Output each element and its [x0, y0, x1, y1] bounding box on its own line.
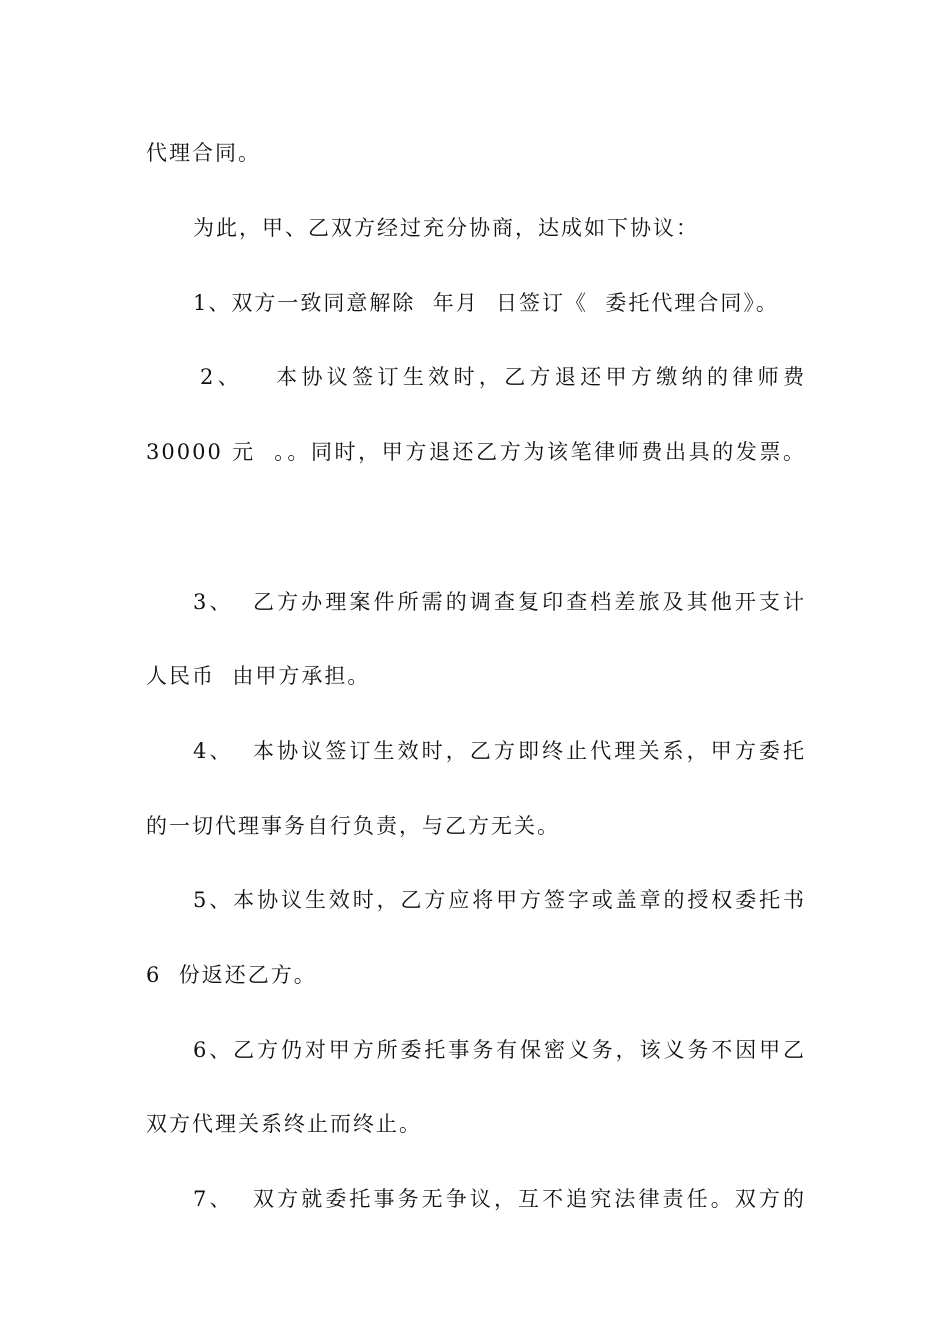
paragraph-line: 4、 本协议签订生效时，乙方即终止代理关系，甲方委托 [193, 739, 806, 763]
paragraph-line: 6、乙方仍对甲方所委托事务有保密义务，该义务不因甲乙 [193, 1038, 806, 1062]
paragraph-line: 30000 元 。。同时，甲方退还乙方为该笔律师费出具的发票。 [146, 440, 806, 464]
paragraph-line: 人民币 由甲方承担。 [146, 664, 371, 688]
paragraph-line: 2、 本协议签订生效时，乙方退还甲方缴纳的律师费 [200, 365, 806, 389]
paragraph-line: 7、 双方就委托事务无争议，互不追究法律责任。双方的 [193, 1187, 806, 1211]
paragraph-line: 6 份返还乙方。 [146, 963, 317, 987]
paragraph-line: 为此，甲、乙双方经过充分协商，达成如下协议： [193, 216, 699, 240]
paragraph-line: 的一切代理事务自行负责，与乙方无关。 [146, 814, 560, 838]
paragraph-line: 双方代理关系终止而终止。 [146, 1112, 422, 1136]
paragraph-line: 1、双方一致同意解除 年月 日签订《 委托代理合同》。 [193, 291, 779, 315]
paragraph-line: 3、 乙方办理案件所需的调查复印查档差旅及其他开支计 [193, 590, 806, 614]
paragraph-line: 5、本协议生效时，乙方应将甲方签字或盖章的授权委托书 [193, 888, 806, 912]
paragraph-line: 代理合同。 [146, 141, 261, 165]
